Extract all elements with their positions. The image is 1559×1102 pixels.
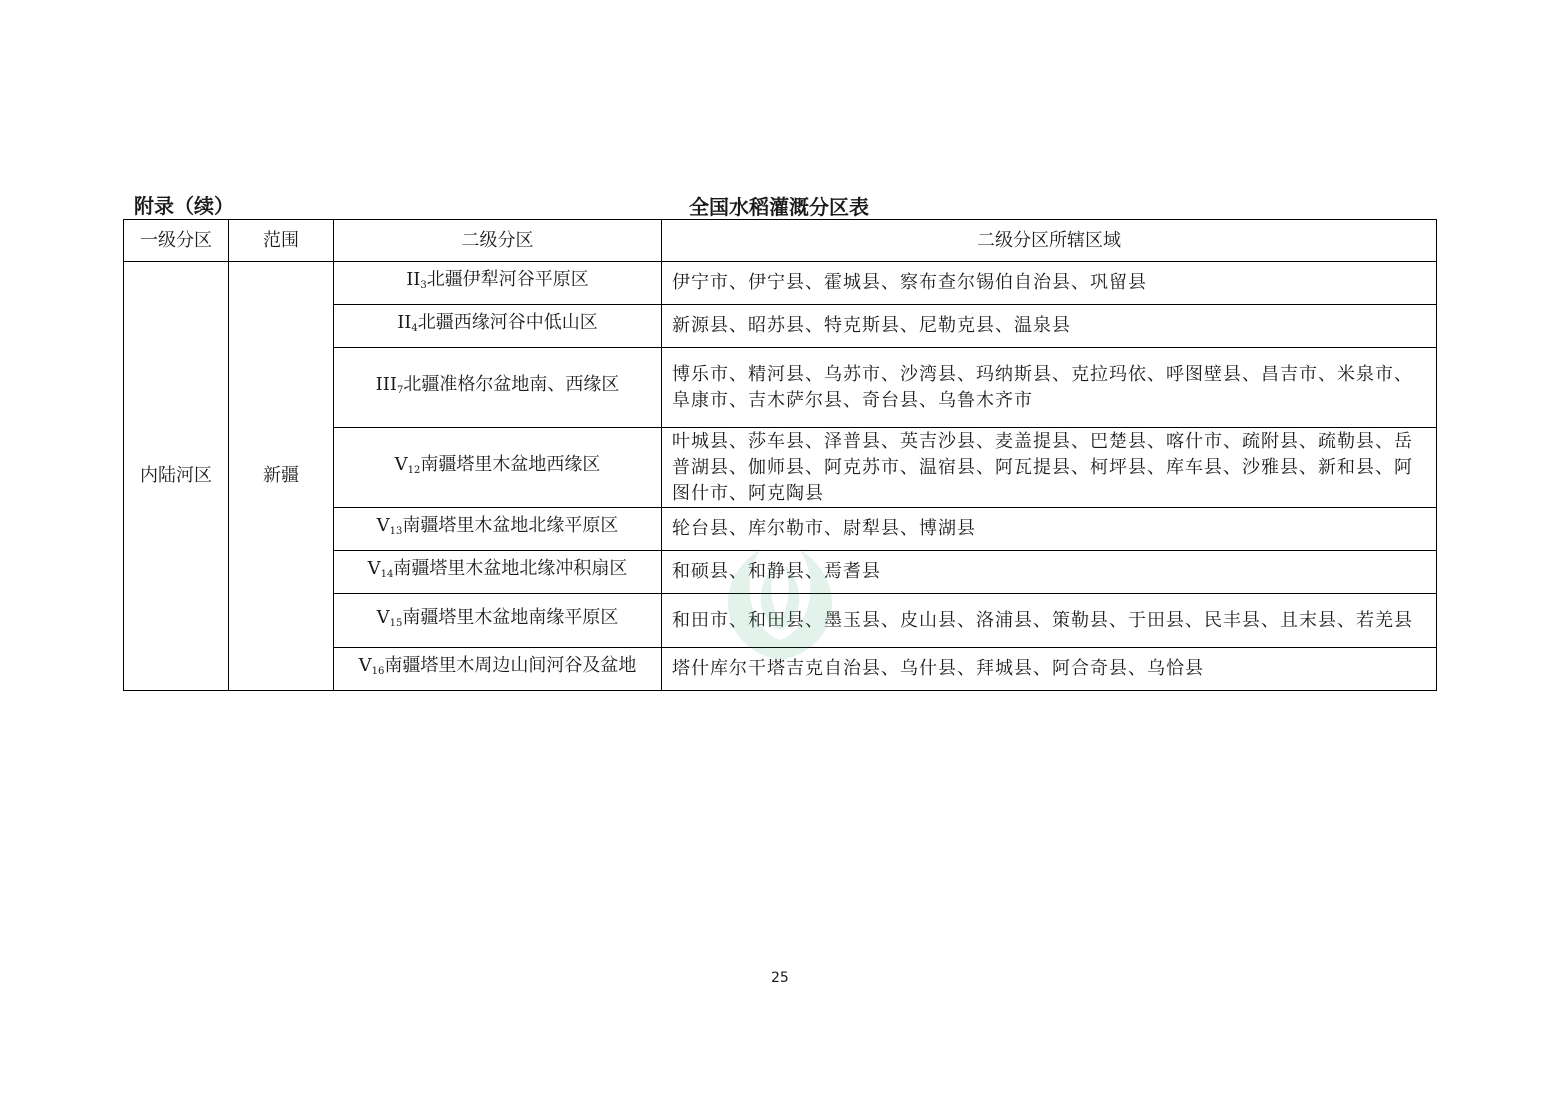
column-header: 二级分区 (334, 220, 662, 262)
page-number: 25 (771, 970, 789, 986)
zone-name: 南疆塔里木盆地西缘区 (420, 453, 601, 475)
column-header: 范围 (229, 220, 334, 262)
secondary-zone-cell (334, 551, 662, 594)
table-header-row (124, 220, 1437, 262)
zone-name: 南疆塔里木盆地南缘平原区 (402, 606, 619, 628)
zone-subscript: 3 (420, 280, 427, 291)
area-cell: 新源县、昭苏县、特克斯县、尼勒克县、温泉县 (662, 305, 1437, 348)
zone-roman: II (397, 312, 412, 333)
table-row (124, 262, 1437, 305)
zone-name: 北疆准格尔盆地南、西缘区 (403, 373, 620, 395)
zone-roman: V (376, 606, 390, 628)
area-cell: 塔什库尔干塔吉克自治县、乌什县、拜城县、阿合奇县、乌恰县 (662, 648, 1437, 691)
zone-subscript: 14 (380, 569, 394, 580)
watermark-logo (680, 520, 880, 670)
secondary-zone-cell (334, 648, 662, 691)
secondary-zone-cell (334, 305, 662, 348)
zone-subscript: 4 (411, 323, 418, 334)
area-cell: 轮台县、库尔勒市、尉犁县、博湖县 (662, 508, 1437, 551)
watermark-swirl (728, 550, 832, 660)
primary-zone-cell: 内陆河区 (124, 262, 229, 691)
zone-name: 南疆塔里木盆地北缘冲积扇区 (393, 558, 628, 579)
zone-roman: V (358, 655, 372, 676)
zone-subscript: 13 (389, 526, 403, 537)
column-header: 一级分区 (124, 220, 229, 262)
watermark-swirl (761, 565, 800, 630)
zone-name: 北疆西缘河谷中低山区 (417, 312, 598, 333)
zone-subscript: 16 (371, 666, 385, 677)
zone-subscript: 12 (407, 464, 421, 476)
secondary-zone-cell (334, 594, 662, 648)
zone-roman: V (394, 453, 408, 475)
zone-name: 南疆塔里木周边山间河谷及盆地 (384, 655, 637, 676)
column-header: 二级分区所辖区域 (662, 220, 1437, 262)
secondary-zone-cell (334, 262, 662, 305)
zone-name: 北疆伊犁河谷平原区 (426, 269, 589, 290)
zone-roman: II (406, 269, 421, 290)
area-cell: 伊宁市、伊宁县、霍城县、察布查尔锡伯自治县、巩留县 (662, 262, 1437, 305)
zone-name: 南疆塔里木盆地北缘平原区 (402, 515, 619, 536)
table-title: 全国水稻灌溉分区表 (689, 195, 869, 219)
scope-cell: 新疆 (229, 262, 334, 691)
zone-subscript: 15 (389, 617, 403, 629)
zone-subscript: 7 (396, 384, 404, 396)
area-cell: 和田市、和田县、墨玉县、皮山县、洛浦县、策勒县、于田县、民丰县、且末县、若羌县 (662, 594, 1437, 648)
area-cell: 博乐市、精河县、乌苏市、沙湾县、玛纳斯县、克拉玛依、呼图壁县、昌吉市、米泉市、阜康市、吉木萨尔县、奇台县、乌鲁木齐市 (662, 348, 1437, 428)
zone-roman: V (376, 515, 390, 536)
zone-roman: III (375, 373, 397, 395)
secondary-zone-cell (334, 428, 662, 508)
appendix-label: 附录（续） (134, 194, 234, 218)
area-cell: 叶城县、莎车县、泽普县、英吉沙县、麦盖提县、巴楚县、喀什市、疏附县、疏勒县、岳普湖县、伽师县、阿克苏市、温宿县、阿瓦提县、柯坪县、库车县、沙雅县、新和县、阿图什市、阿克陶县 (662, 428, 1437, 508)
area-cell: 和硕县、和静县、焉耆县 (662, 551, 1437, 594)
zone-roman: V (367, 558, 381, 579)
secondary-zone-cell (334, 508, 662, 551)
secondary-zone-cell (334, 348, 662, 428)
